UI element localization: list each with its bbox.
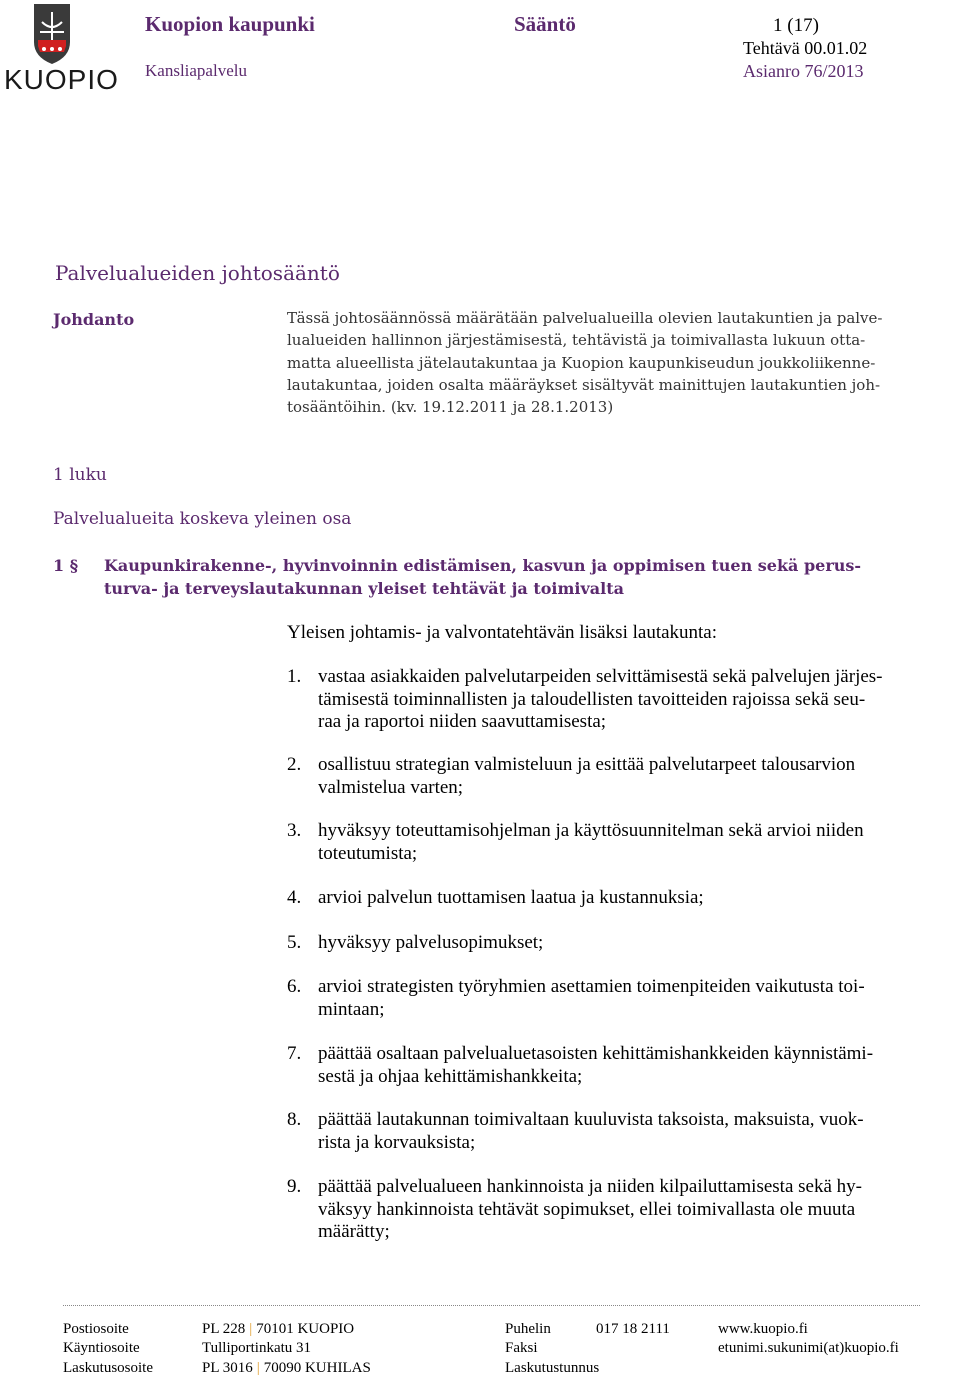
header-record-no: Asianro 76/2013	[743, 61, 864, 81]
intro-text	[287, 307, 957, 418]
list-item-line: hyväksyy palvelusopimukset;	[318, 932, 544, 953]
list-item-line: vastaa asiakkaiden palvelutarpeiden selvittämisestä sekä palvelujen järjes-	[318, 666, 883, 687]
footer-postal-address	[202, 1321, 354, 1338]
header-task: Tehtävä 00.01.02	[743, 38, 868, 58]
list-item-text	[318, 754, 958, 799]
list-item-line: rista ja korvauksista;	[318, 1131, 476, 1153]
footer-billing-label: Laskutusosoite	[63, 1360, 153, 1376]
logo-wordmark: KUOPIO	[4, 64, 119, 95]
list-item-number: 9.	[287, 1176, 302, 1197]
footer-web-link[interactable]: www.kuopio.fi	[718, 1321, 808, 1337]
footer-billing-address	[202, 1360, 371, 1377]
list-item-text	[318, 932, 958, 955]
list-item-number: 1.	[287, 666, 302, 687]
footer-visit-address: Tulliportinkatu 31	[202, 1340, 312, 1356]
list-item-line: raa ja raportoi niiden saavuttamisesta;	[318, 711, 607, 732]
list-item-line: määrätty;	[318, 1221, 390, 1242]
footer-separator: |	[256, 1360, 260, 1376]
list-item-text	[318, 666, 958, 734]
header-department: Kansliapalvelu	[145, 61, 247, 80]
header-doc-type: Sääntö	[514, 12, 576, 36]
list-item-line: toteutumista;	[318, 842, 418, 864]
chapter-title: Palvelualueita koskeva yleinen osa	[53, 509, 352, 529]
intro-line: matta alueellista jätelautakuntaa ja Kuopion kaupunkiseudun joukkoliikenne-	[287, 353, 876, 372]
list-item-line: arvioi palvelun tuottamisen laatua ja kustannuksia;	[318, 887, 704, 908]
intro-line: tosääntöihin. (kv. 19.12.2011 ja 28.1.2013)	[287, 398, 614, 417]
intro-line: lualueiden hallinnon järjestämisestä, tehtävistä ja toimivallasta lukuun otta-	[287, 331, 866, 350]
list-item-number: 2.	[287, 754, 302, 775]
list-item-number: 5.	[287, 932, 302, 953]
list-item-line: väksyy hankinnoista tehtävät sopimukset, ellei toimivallasta ole muuta	[318, 1198, 856, 1220]
intro-label: Johdanto	[53, 310, 135, 329]
intro-line: lautakuntaa, joiden osalta määräykset sisältyvät mainittujen lautakuntien joh-	[287, 375, 881, 394]
page-title: Palvelualueiden johtosääntö	[55, 261, 340, 285]
section-title	[104, 554, 861, 600]
intro-line: Tässä johtosäännössä määrätään palvelualueilla olevien lautakuntien ja palve-	[287, 309, 883, 327]
list-item-number: 3.	[287, 820, 302, 841]
chapter-number: 1 luku	[53, 465, 107, 485]
kuopio-logo	[2, 2, 119, 95]
list-item-text	[318, 976, 958, 1021]
list-item-text	[318, 1043, 958, 1088]
footer-divider	[63, 1305, 920, 1306]
footer-fax-label: Faksi	[505, 1340, 538, 1356]
footer-phone: 017 18 2111	[596, 1321, 670, 1337]
list-item-line: mintaan;	[318, 998, 385, 1020]
footer-postal-box: PL 228	[202, 1321, 246, 1337]
footer-email-link[interactable]: etunimi.sukunimi(at)kuopio.fi	[718, 1340, 899, 1356]
section-lead: Yleisen johtamis- ja valvontatehtävän lisäksi lautakunta:	[287, 622, 718, 643]
list-item-text	[318, 820, 958, 865]
list-item-line: valmistelua varten;	[318, 776, 464, 798]
header-page: 1 (17)	[773, 15, 819, 36]
footer-billing-id-label: Laskutustunnus	[505, 1360, 600, 1376]
section-title-line: turva- ja terveyslautakunnan yleiset tehtävät ja toimivalta	[104, 579, 624, 598]
list-item-number: 7.	[287, 1043, 302, 1064]
list-item-line: päättää lautakunnan toimivaltaan kuuluvista taksoista, maksuista, vuok-	[318, 1109, 864, 1130]
list-item-line: tämisestä toiminnallisten ja taloudellisten tavoitteiden rajoissa sekä seu-	[318, 688, 866, 710]
list-item-line: päättää osaltaan palvelualuetasoisten kehittämishankkeiden käynnistämi-	[318, 1043, 874, 1064]
footer-visit-label: Käyntiosoite	[63, 1340, 140, 1356]
list-item-text	[318, 887, 958, 910]
footer-billing-code: 70090 KUHILAS	[263, 1360, 371, 1376]
footer-phone-label: Puhelin	[505, 1321, 551, 1337]
footer-billing-box: PL 3016	[202, 1360, 253, 1376]
list-item-line: hyväksyy toteuttamisohjelman ja käyttösuunnitelman sekä arvioi niiden	[318, 820, 864, 841]
list-item-line: arvioi strategisten työryhmien asettamien toimenpiteiden vaikutusta toi-	[318, 976, 865, 997]
section-title-line: Kaupunkirakenne-, hyvinvoinnin edistämisen, kasvun ja oppimisen tuen sekä perus-	[104, 556, 862, 575]
section-number: 1 §	[53, 556, 79, 575]
list-item-text	[318, 1176, 958, 1244]
header-org: Kuopion kaupunki	[145, 12, 315, 36]
list-item-line: osallistuu strategian valmisteluun ja esittää palvelutarpeet talousarvion	[318, 754, 856, 775]
list-item-number: 4.	[287, 887, 302, 908]
list-item-text	[318, 1109, 958, 1154]
list-item-number: 6.	[287, 976, 302, 997]
list-item-line: päättää palvelualueen hankinnoista ja niiden kilpailuttamisesta sekä hy-	[318, 1176, 862, 1197]
footer-postal-code: 70101 KUOPIO	[256, 1321, 355, 1337]
list-item-line: sestä ja ohjaa kehittämishankkeita;	[318, 1065, 583, 1087]
footer-separator: |	[249, 1321, 253, 1337]
list-item-number: 8.	[287, 1109, 302, 1130]
footer-postal-label: Postiosoite	[63, 1321, 129, 1337]
